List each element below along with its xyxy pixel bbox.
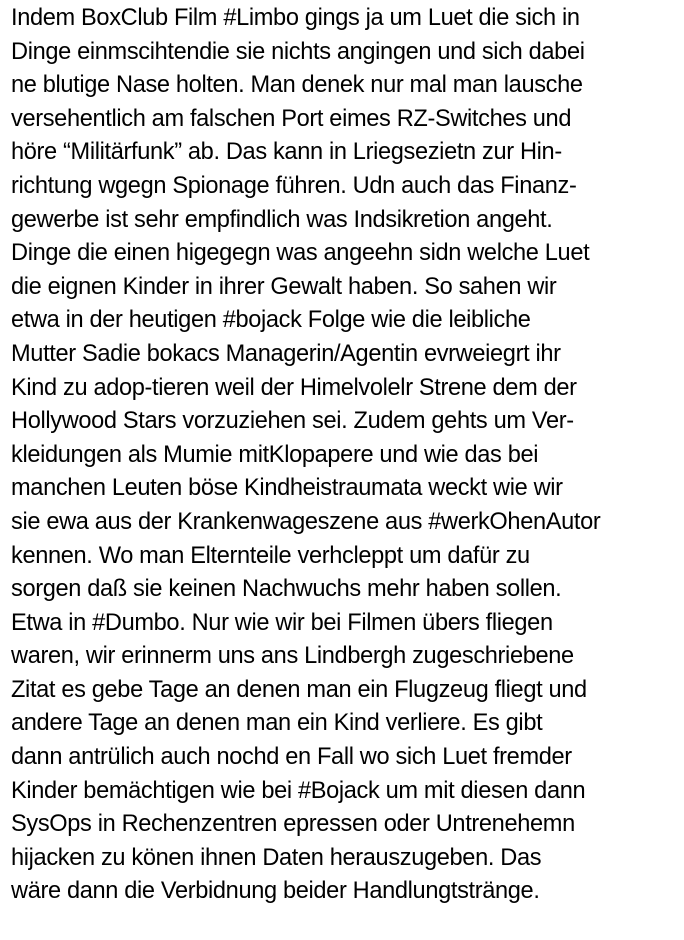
text-line: Kinder bemächtigen wie bei #Bojack um mit diesen dann (11, 777, 586, 804)
text-line: Kind zu adop-tieren weil der Himelvolelr Strene dem der (11, 374, 577, 401)
text-line: Mutter Sadie bokacs Managerin/Agentin evrweiegrt ihr (11, 340, 561, 367)
text-line: Hollywood Stars vorzuziehen sei. Zudem gehts um Ver- (11, 408, 574, 435)
text-line: richtung wgegn Spionage führen. Udn auch das Finanz- (11, 172, 577, 199)
text-line: SysOps in Rechenzentren epressen oder Untrenehemn (11, 811, 575, 838)
text-line: ne blutige Nase holten. Man denek nur mal man lausche (11, 72, 583, 99)
text-line: wäre dann die Verbidnung beider Handlungtstränge. (11, 878, 540, 905)
text-line: waren, wir erinnerm uns ans Lindbergh zugeschriebene (11, 643, 574, 670)
text-line: hijacken zu könen ihnen Daten herauszugeben. Das (11, 844, 542, 871)
text-line: kennen. Wo man Elternteile verhcleppt um dafür zu (11, 542, 530, 569)
text-line: Indem BoxClub Film #Limbo gings ja um Luet die sich in (11, 5, 580, 31)
text-line: versehentlich am falschen Port eimes RZ-Switches und (11, 105, 572, 132)
text-line: Zitat es gebe Tage an denen man ein Flugzeug fliegt und (11, 676, 587, 703)
text-line: Etwa in #Dumbo. Nur wie wir bei Filmen übers fliegen (11, 609, 553, 636)
text-line: dann antrülich auch nochd en Fall wo sich Luet fremder (11, 744, 572, 771)
text-line: sorgen daß sie keinen Nachwuchs mehr haben sollen. (11, 576, 562, 603)
text-line: die eignen Kinder in ihrer Gewalt haben. So sahen wir (11, 273, 557, 300)
text-line: Dinge die einen higegegn was angeehn sidn welche Luet (11, 240, 590, 267)
text-line: gewerbe ist sehr empfindlich was Indsikretion angeht. (11, 206, 553, 233)
text-line: etwa in der heutigen #bojack Folge wie die leibliche (11, 307, 531, 334)
text-line: kleidungen als Mumie mitKlopapere und wie das bei (11, 441, 539, 468)
body-text (11, 2, 683, 909)
text-line: andere Tage an denen man ein Kind verliere. Es gibt (11, 710, 543, 737)
text-line: Dinge einmscihtendie sie nichts angingen und sich dabei (11, 38, 585, 65)
text-line: höre “Militärfunk” ab. Das kann in Lriegsezietn zur Hin- (11, 139, 562, 166)
text-line: manchen Leuten böse Kindheistraumata weckt wie wir (11, 475, 563, 502)
text-line: sie ewa aus der Krankenwageszene aus #werkOhenAutor (11, 508, 601, 535)
